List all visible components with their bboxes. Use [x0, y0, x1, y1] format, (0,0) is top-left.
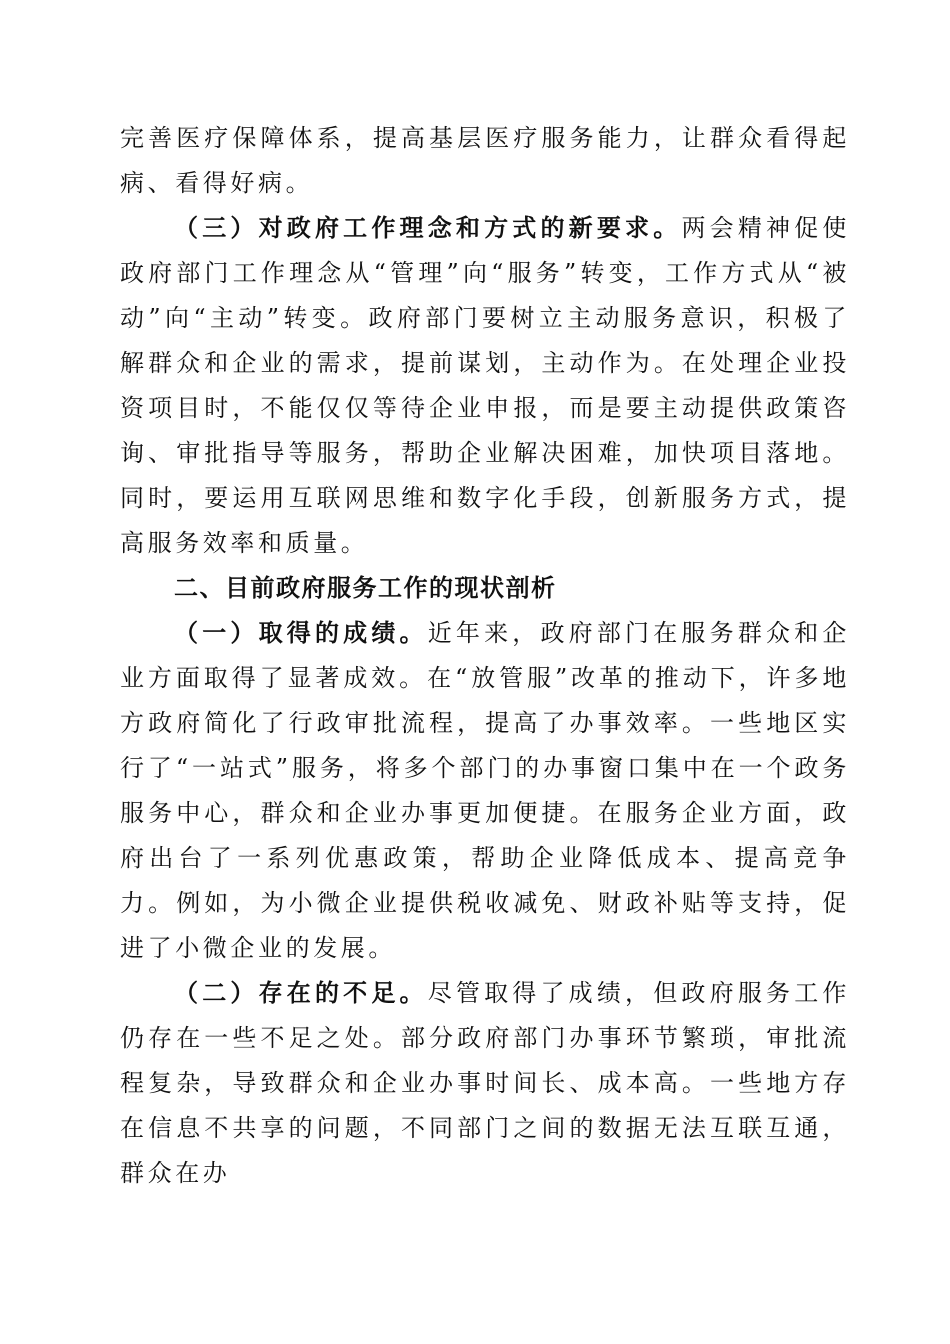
paragraph-text: 近年来，政府部门在服务群众和企业方面取得了显著成效。在“放管服”改革的推动下，许多地方政府简化了行政审批流程，提高了办事效率。一些地区实行了“一站式”服务，将多个部门的办事窗口集中在一个政务服务中心，群众和企业办事更加便捷。在服务企业方面，政府出台了一系列优惠政策，帮助企业降低成本、提高竞争力。例如，为小微企业提供税收减免、财政补贴等支持，促进了小微企业的发展。	[120, 619, 850, 962]
paragraph-lead-heading: （一）取得的成绩。	[174, 619, 428, 647]
paragraph-achievements	[120, 611, 850, 971]
paragraph-government-work-concept	[120, 206, 850, 566]
paragraph-text: 两会精神促使政府部门工作理念从“管理”向“服务”转变，工作方式从“被动”向“主动”转变。政府部门要树立主动服务意识，积极了解群众和企业的需求，提前谋划，主动作为。在处理企业投资项目时，不能仅仅等待企业申报，而是要主动提供政策咨询、审批指导等服务，帮助企业解决困难，加快项目落地。同时，要运用互联网思维和数字化手段，创新服务方式，提高服务效率和质量。	[120, 214, 850, 557]
paragraph-shortcomings	[120, 971, 850, 1196]
paragraph-text: 完善医疗保障体系，提高基层医疗服务能力，让群众看得起病、看得好病。	[120, 124, 850, 197]
paragraph-text: 尽管取得了成绩，但政府服务工作仍存在一些不足之处。部分政府部门办事环节繁琐，审批流程复杂，导致群众和企业办事时间长、成本高。一些地方存在信息不共享的问题，不同部门之间的数据无法互联互通，群众在办	[120, 979, 850, 1187]
paragraph-lead-heading: （三）对政府工作理念和方式的新要求。	[174, 214, 682, 242]
paragraph-lead-heading: （二）存在的不足。	[174, 979, 428, 1007]
section-heading: 二、目前政府服务工作的现状剖析	[174, 574, 557, 602]
document-page	[120, 116, 850, 1196]
paragraph-healthcare-continuation	[120, 116, 850, 206]
